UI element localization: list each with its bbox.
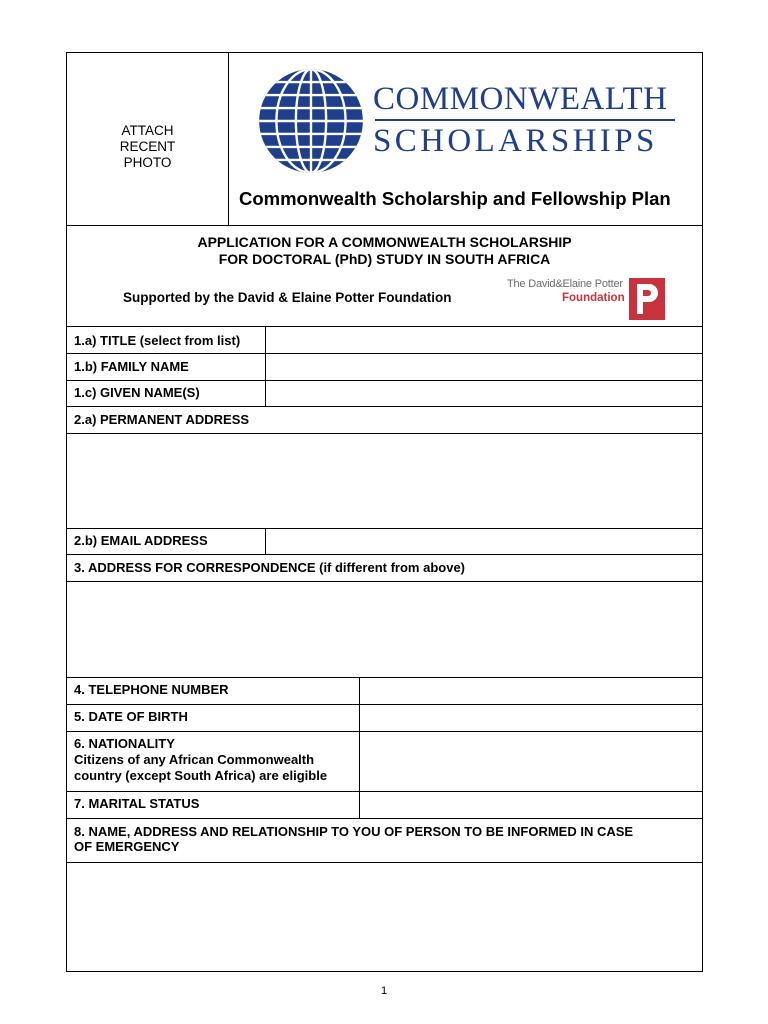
application-title-line1: APPLICATION FOR A COMMONWEALTH SCHOLARSHIP <box>197 234 572 250</box>
emergency-label-line2: OF EMERGENCY <box>74 839 180 854</box>
application-title-row <box>67 226 702 327</box>
nationality-note-line2: country (except South Africa) are eligible <box>74 768 328 783</box>
marital-status-row <box>67 792 702 819</box>
nationality-input[interactable] <box>360 732 702 791</box>
family-name-row <box>67 354 702 381</box>
photo-placeholder[interactable] <box>67 53 229 225</box>
photo-label: ATTACH RECENT PHOTO <box>119 123 176 170</box>
supported-by-text: Supported by the David & Elaine Potter Foundation <box>123 290 452 305</box>
brand-scholarships: SCHOLARSHIPS <box>373 123 658 159</box>
emergency-contact-input[interactable] <box>67 863 702 971</box>
given-names-input[interactable] <box>266 381 702 406</box>
title-select[interactable] <box>266 327 702 353</box>
logo-area <box>229 53 702 225</box>
family-name-input[interactable] <box>266 354 702 380</box>
title-row <box>67 327 702 354</box>
email-row <box>67 529 702 555</box>
dob-row <box>67 705 702 732</box>
email-input[interactable] <box>266 529 702 554</box>
header-row <box>67 53 702 226</box>
potter-foundation-logo <box>507 278 667 320</box>
correspondence-input[interactable] <box>67 582 702 678</box>
email-label: 2.b) EMAIL ADDRESS <box>74 533 208 548</box>
emergency-contact-row <box>67 819 702 863</box>
correspondence-row <box>67 555 702 582</box>
potter-p-icon <box>629 278 665 320</box>
application-title-line2: FOR DOCTORAL (PhD) STUDY IN SOUTH AFRICA <box>218 251 551 267</box>
correspondence-label: 3. ADDRESS FOR CORRESPONDENCE (if different from above) <box>74 560 466 575</box>
brand-divider <box>375 119 675 121</box>
telephone-label: 4. TELEPHONE NUMBER <box>74 682 229 697</box>
title-label: 1.a) TITLE (select from list) <box>74 333 241 348</box>
dob-input[interactable] <box>360 705 702 731</box>
permanent-address-row <box>67 407 702 434</box>
nationality-label: 6. NATIONALITY <box>74 736 175 751</box>
potter-logo-foundation: Foundation <box>562 292 625 304</box>
given-names-row <box>67 381 702 407</box>
application-form <box>66 52 703 972</box>
potter-logo-name: The David&Elaine Potter <box>507 278 623 290</box>
marital-status-input[interactable] <box>360 792 702 818</box>
globe-logo-icon <box>257 67 365 175</box>
permanent-address-label: 2.a) PERMANENT ADDRESS <box>74 412 250 427</box>
plan-title: Commonwealth Scholarship and Fellowship Plan <box>239 188 671 209</box>
given-names-label: 1.c) GIVEN NAME(S) <box>74 385 200 400</box>
telephone-row <box>67 678 702 705</box>
marital-status-label: 7. MARITAL STATUS <box>74 796 200 811</box>
dob-label: 5. DATE OF BIRTH <box>74 709 188 724</box>
permanent-address-input[interactable] <box>67 434 702 529</box>
emergency-label-line1: 8. NAME, ADDRESS AND RELATIONSHIP TO YOU OF PERSON TO BE INFORMED IN CASE <box>74 824 634 839</box>
nationality-note-line1: Citizens of any African Commonwealth <box>74 752 315 767</box>
brand-commonwealth: COMMONWEALTH <box>373 81 668 117</box>
family-name-label: 1.b) FAMILY NAME <box>74 359 189 374</box>
page-number: 1 <box>380 985 388 997</box>
nationality-row <box>67 732 702 792</box>
telephone-input[interactable] <box>360 678 702 704</box>
potter-p-glyph <box>629 278 665 320</box>
